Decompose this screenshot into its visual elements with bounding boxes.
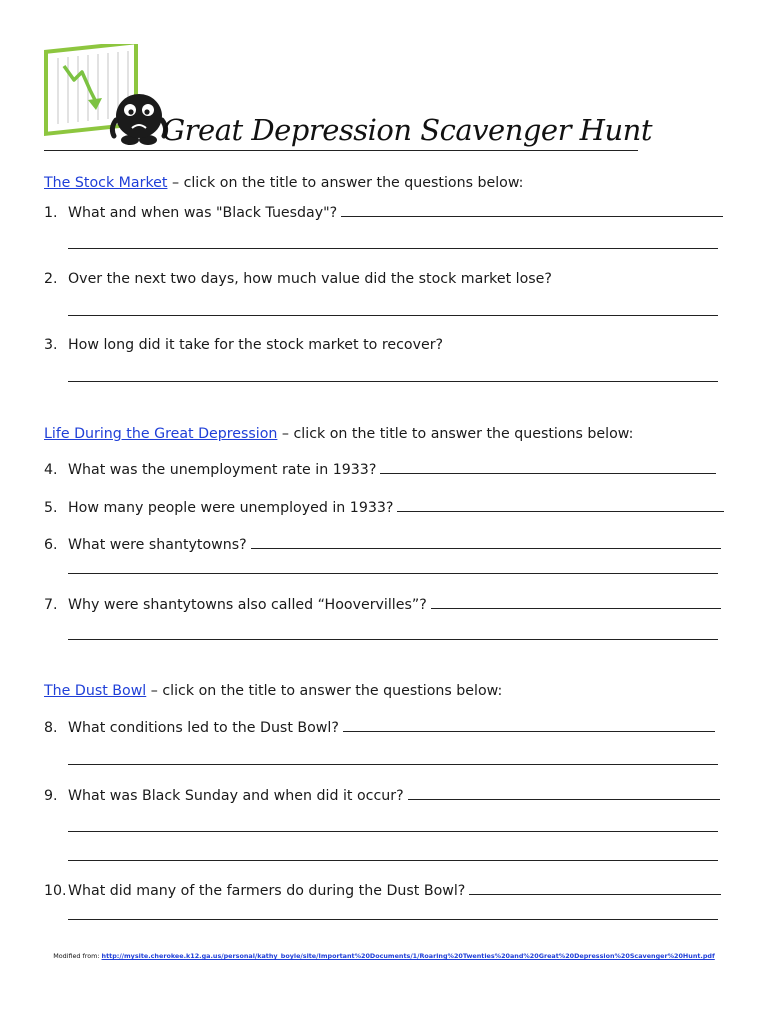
footer-label: Modified from: — [53, 952, 102, 960]
answer-line[interactable] — [68, 248, 718, 249]
question-number: 6. — [44, 537, 58, 553]
page-title: Great Depression Scavenger Hunt — [162, 113, 652, 147]
answer-line[interactable] — [397, 510, 724, 512]
section-header-dust-bowl — [44, 683, 502, 699]
section-link-life-during-great-depression[interactable]: Life During the Great Depression — [44, 426, 278, 442]
answer-line[interactable] — [68, 860, 718, 861]
question-6 — [44, 537, 724, 553]
footer-source-link[interactable]: http://mysite.cherokee.k12.ga.us/personal/kathy_boyle/site/Important%20Documents/1/Roaring%20Twenties%20and%20Great%20Depression%20Scavenger%20Hunt.pdf — [101, 952, 715, 960]
question-number: 1. — [44, 205, 58, 221]
answer-line[interactable] — [68, 573, 718, 574]
section-link-stock-market[interactable]: The Stock Market — [44, 175, 168, 191]
question-text: How long did it take for the stock market to recover? — [68, 337, 444, 353]
question-5 — [44, 500, 724, 516]
question-number: 3. — [44, 337, 58, 353]
section-instruction: – click on the title to answer the questions below: — [277, 426, 634, 442]
section-header-stock-market — [44, 175, 523, 191]
question-4 — [44, 462, 724, 478]
question-number: 7. — [44, 597, 58, 613]
answer-line[interactable] — [341, 215, 723, 217]
question-text: What were shantytowns? — [68, 537, 247, 553]
question-number: 2. — [44, 271, 58, 287]
question-10 — [44, 883, 724, 899]
falling-stock-chart-with-sad-mascot-icon — [44, 44, 169, 150]
question-text: What conditions led to the Dust Bowl? — [68, 720, 339, 736]
answer-line[interactable] — [68, 639, 718, 640]
question-3 — [44, 337, 724, 353]
answer-line[interactable] — [68, 315, 718, 316]
question-text: What did many of the farmers do during the Dust Bowl? — [68, 883, 466, 899]
question-number: 5. — [44, 500, 58, 516]
question-text: What was Black Sunday and when did it occur? — [68, 788, 404, 804]
section-instruction: – click on the title to answer the questions below: — [167, 175, 524, 191]
question-text: Over the next two days, how much value did the stock market lose? — [68, 271, 552, 287]
answer-line[interactable] — [68, 381, 718, 382]
question-2 — [44, 271, 724, 287]
question-number: 4. — [44, 462, 58, 478]
answer-line[interactable] — [68, 764, 718, 765]
question-text: What was the unemployment rate in 1933? — [68, 462, 377, 478]
title-underline — [44, 150, 638, 151]
answer-line[interactable] — [469, 893, 721, 895]
question-text: How many people were unemployed in 1933? — [68, 500, 394, 516]
answer-line[interactable] — [251, 547, 721, 549]
section-instruction: – click on the title to answer the questions below: — [146, 683, 503, 699]
section-link-dust-bowl[interactable]: The Dust Bowl — [44, 683, 147, 699]
answer-line[interactable] — [380, 472, 716, 474]
section-header-life-during-great-depression — [44, 426, 633, 442]
question-number: 10. — [44, 883, 67, 899]
question-number: 8. — [44, 720, 58, 736]
question-text: Why were shantytowns also called “Hoovervilles”? — [68, 597, 427, 613]
answer-line[interactable] — [343, 730, 715, 732]
answer-line[interactable] — [408, 798, 720, 800]
question-9 — [44, 788, 724, 804]
question-8 — [44, 720, 724, 736]
answer-line[interactable] — [68, 919, 718, 920]
question-1 — [44, 205, 724, 221]
answer-line[interactable] — [68, 831, 718, 832]
source-footer — [0, 952, 768, 960]
question-text: What and when was "Black Tuesday"? — [68, 205, 338, 221]
question-7 — [44, 597, 724, 613]
question-number: 9. — [44, 788, 58, 804]
answer-line[interactable] — [431, 607, 721, 609]
